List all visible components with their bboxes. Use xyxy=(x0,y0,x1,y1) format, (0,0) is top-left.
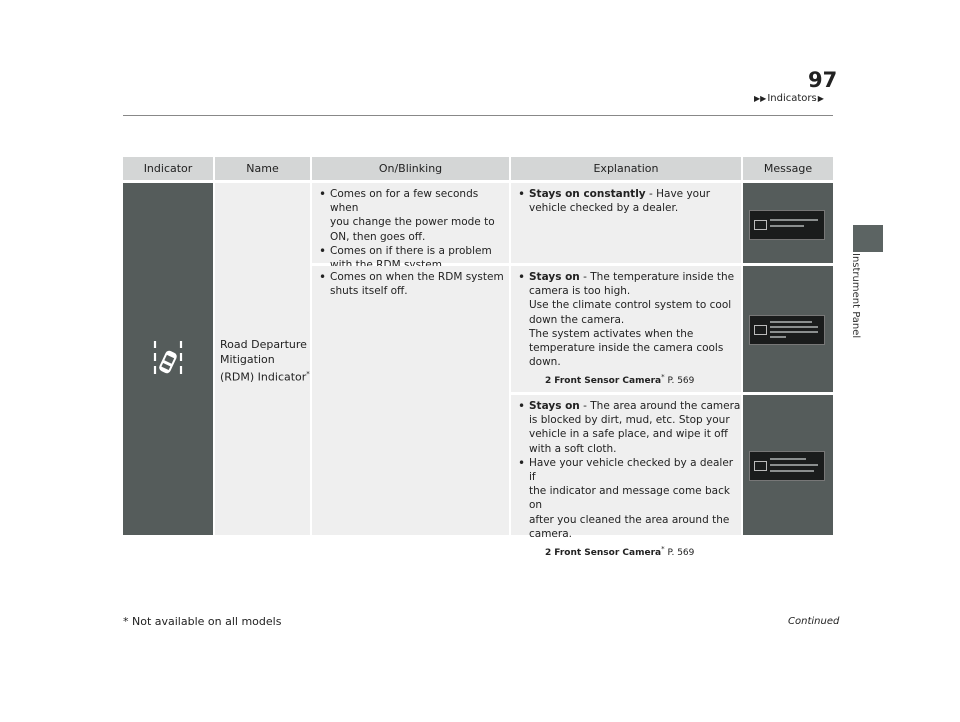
explanation-bullet: • Stays on - The area around the camera is blocked by dirt, mud, etc. Stop your vehicle in a safe place, and wipe it off with a soft cloth. xyxy=(517,399,741,456)
rdm-problem-message xyxy=(749,210,825,240)
explanation-bullet: • Stays on - The temperature inside the camera is too high. Use the climate control system to cool down the camera. The system activates when the temperature inside the camera cools down. 2 Front Sensor Camera* P. 569 xyxy=(517,270,734,389)
breadcrumb-arrows: ▶▶ xyxy=(754,94,767,103)
name-line-1: Road Departure xyxy=(220,338,307,351)
indicator-table xyxy=(123,157,833,559)
name-line-2: Mitigation xyxy=(220,353,275,366)
indicator-cell xyxy=(123,183,213,535)
explanation-bullet: • Have your vehicle checked by a dealer if the indicator and message come back on after you cleaned the area around the camera. 2 Front Sensor Camera* P. 569 xyxy=(517,456,741,560)
rdm-message-icon xyxy=(754,220,767,230)
camera-blocked-message xyxy=(749,451,825,481)
breadcrumb[interactable] xyxy=(753,93,825,104)
name-line-3: (RDM) Indicator* xyxy=(220,370,310,384)
message-row-1 xyxy=(743,183,833,263)
col-header-indicator: Indicator xyxy=(123,157,213,180)
on-blinking-bullet: • Comes on for a few seconds when you change the power mode to ON, then goes off. xyxy=(318,187,509,244)
explanation-row-2 xyxy=(511,266,741,392)
ref-front-sensor-camera[interactable]: 2 Front Sensor Camera* P. 569 xyxy=(545,370,734,388)
breadcrumb-arrow-end: ▶ xyxy=(817,94,824,103)
on-blinking-bullet: • Comes on when the RDM system shuts itself off. xyxy=(318,270,504,298)
section-tab[interactable] xyxy=(853,225,883,252)
explanation-row-3 xyxy=(511,395,741,559)
ref-front-sensor-camera[interactable]: 2 Front Sensor Camera* P. 569 xyxy=(545,542,741,560)
continued-label: Continued xyxy=(788,616,840,627)
reference-arrow-icon: 2 xyxy=(545,376,552,387)
col-header-name: Name xyxy=(215,157,310,180)
reference-arrow-icon: 2 xyxy=(545,548,552,559)
camera-message-icon xyxy=(754,461,767,471)
footnote: * Not available on all models xyxy=(123,615,282,628)
message-row-3 xyxy=(743,395,833,535)
col-header-on-blinking: On/Blinking xyxy=(312,157,509,180)
section-tab-label: Instrument Panel xyxy=(850,253,861,339)
col-header-explanation: Explanation xyxy=(511,157,741,180)
header-rule xyxy=(123,115,833,116)
on-blinking-bullet: • Comes on if there is a problem xyxy=(318,244,509,272)
message-row-2 xyxy=(743,266,833,392)
page-number: 97 xyxy=(808,68,838,92)
breadcrumb-label: Indicators xyxy=(767,93,817,104)
camera-message-icon xyxy=(754,325,767,335)
on-blinking-row-1 xyxy=(312,183,509,263)
col-header-message: Message xyxy=(743,157,833,180)
on-blinking-row-2 xyxy=(312,266,509,535)
road-departure-mitigation-icon xyxy=(151,339,185,381)
explanation-bullet: • Stays on constantly - Have your vehicle checked by a dealer. xyxy=(517,187,710,215)
name-cell xyxy=(215,183,310,535)
explanation-row-1 xyxy=(511,183,741,263)
camera-temperature-message xyxy=(749,315,825,345)
